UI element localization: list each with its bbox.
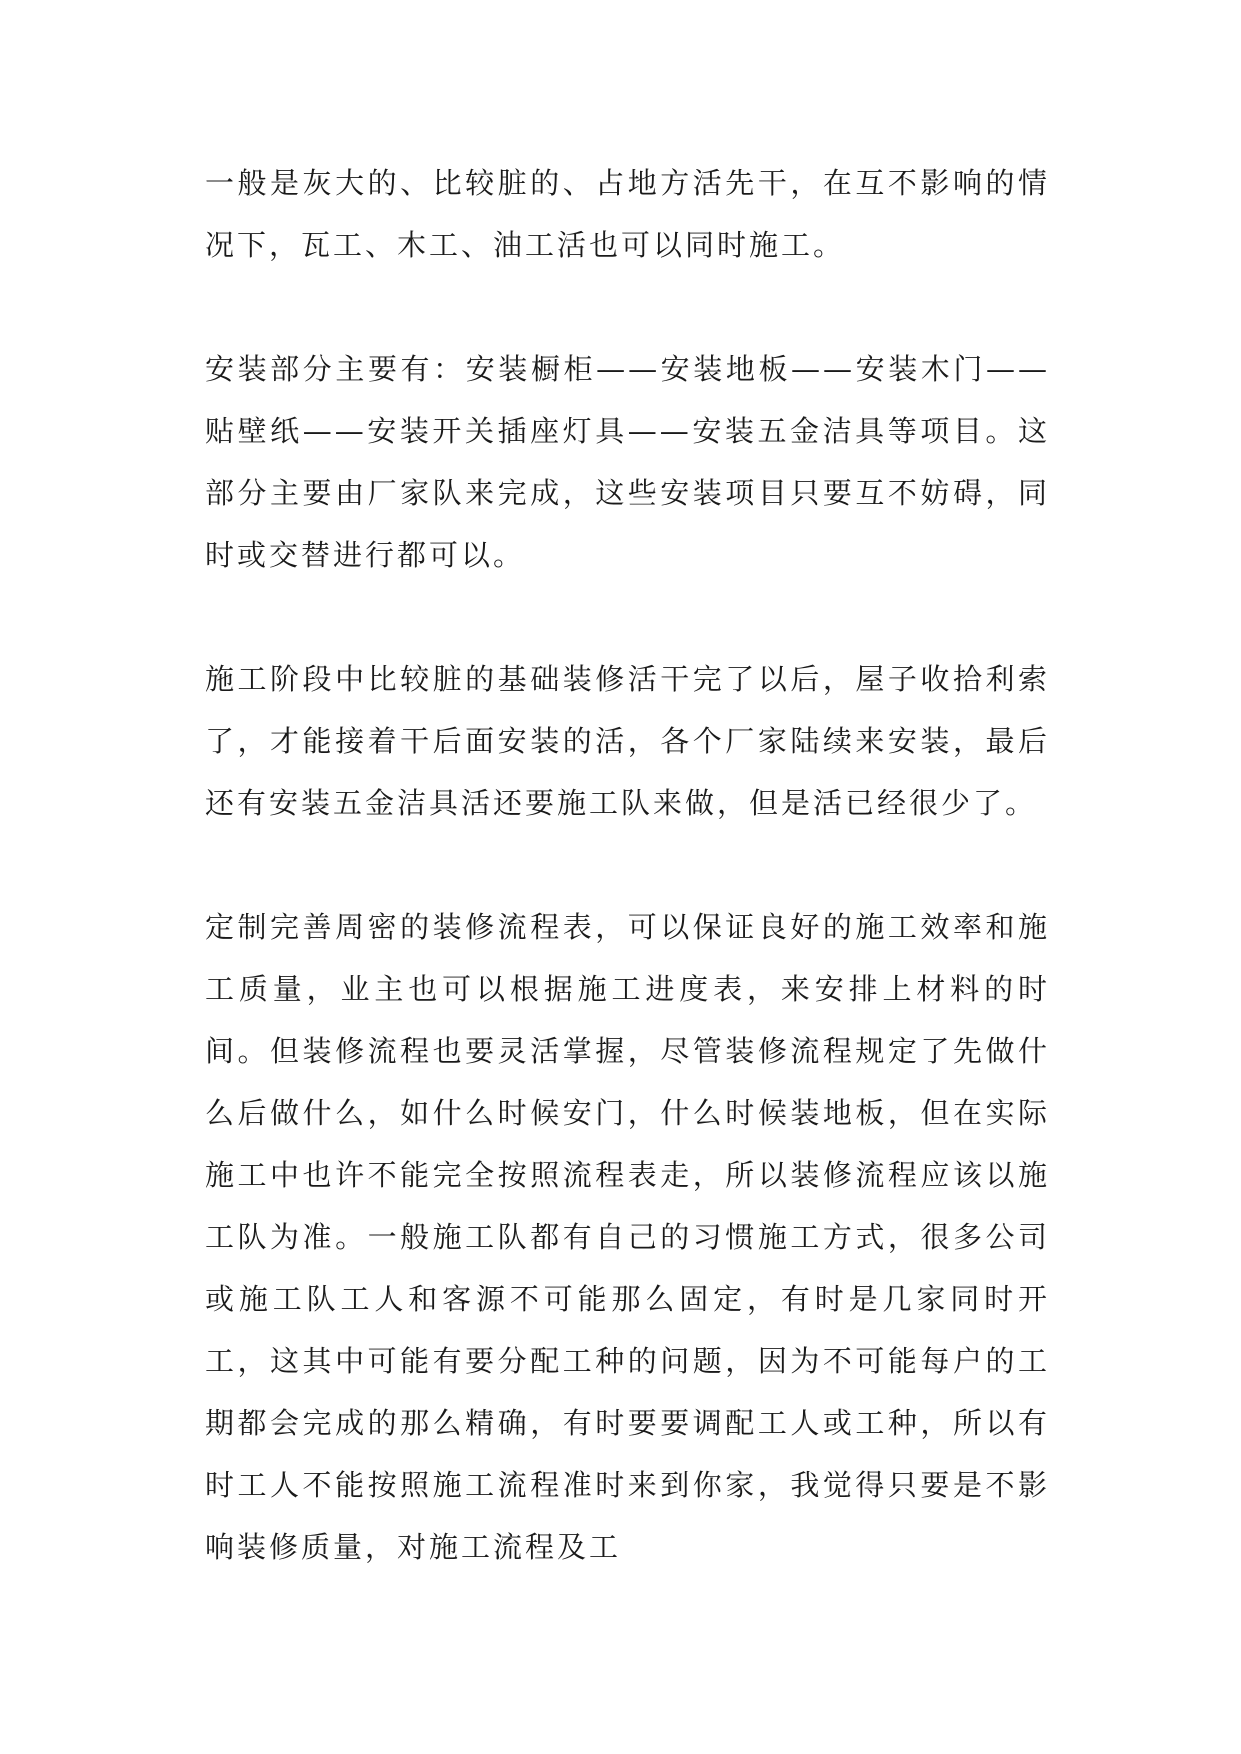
paragraph-installation-stage: 施工阶段中比较脏的基础装修活干完了以后，屋子收拾利索了，才能接着干后面安装的活，各个厂家陆续来安装，最后还有安装五金洁具活还要施工队来做，但是活已经很少了。 — [205, 662, 1050, 820]
paragraph-installation-items: 安装部分主要有：安装橱柜——安装地板——安装木门——贴壁纸——安装开关插座灯具——安装五金洁具等项目。这部分主要由厂家队来完成，这些安装项目只要互不妨碍，同时或交替进行都可以。 — [205, 352, 1050, 572]
document-body — [205, 152, 1050, 1578]
paragraph-construction-order: 一般是灰大的、比较脏的、占地方活先干，在互不影响的情况下，瓦工、木工、油工活也可以同时施工。 — [205, 166, 1050, 262]
paragraph-process-schedule: 定制完善周密的装修流程表，可以保证良好的施工效率和施工质量，业主也可以根据施工进度表，来安排上材料的时间。但装修流程也要灵活掌握，尽管装修流程规定了先做什么后做什么，如什么时候安门，什么时候装地板，但在实际施工中也许不能完全按照流程表走，所以装修流程应该以施工队为准。一般施工队都有自己的习惯施工方式，很多公司或施工队工人和客源不可能那么固定，有时是几家同时开工，这其中可能有要分配工种的问题，因为不可能每户的工期都会完成的那么精确，有时要要调配工人或工种，所以有时工人不能按照施工流程准时来到你家，我觉得只要是不影响装修质量，对施工流程及工 — [205, 910, 1050, 1564]
